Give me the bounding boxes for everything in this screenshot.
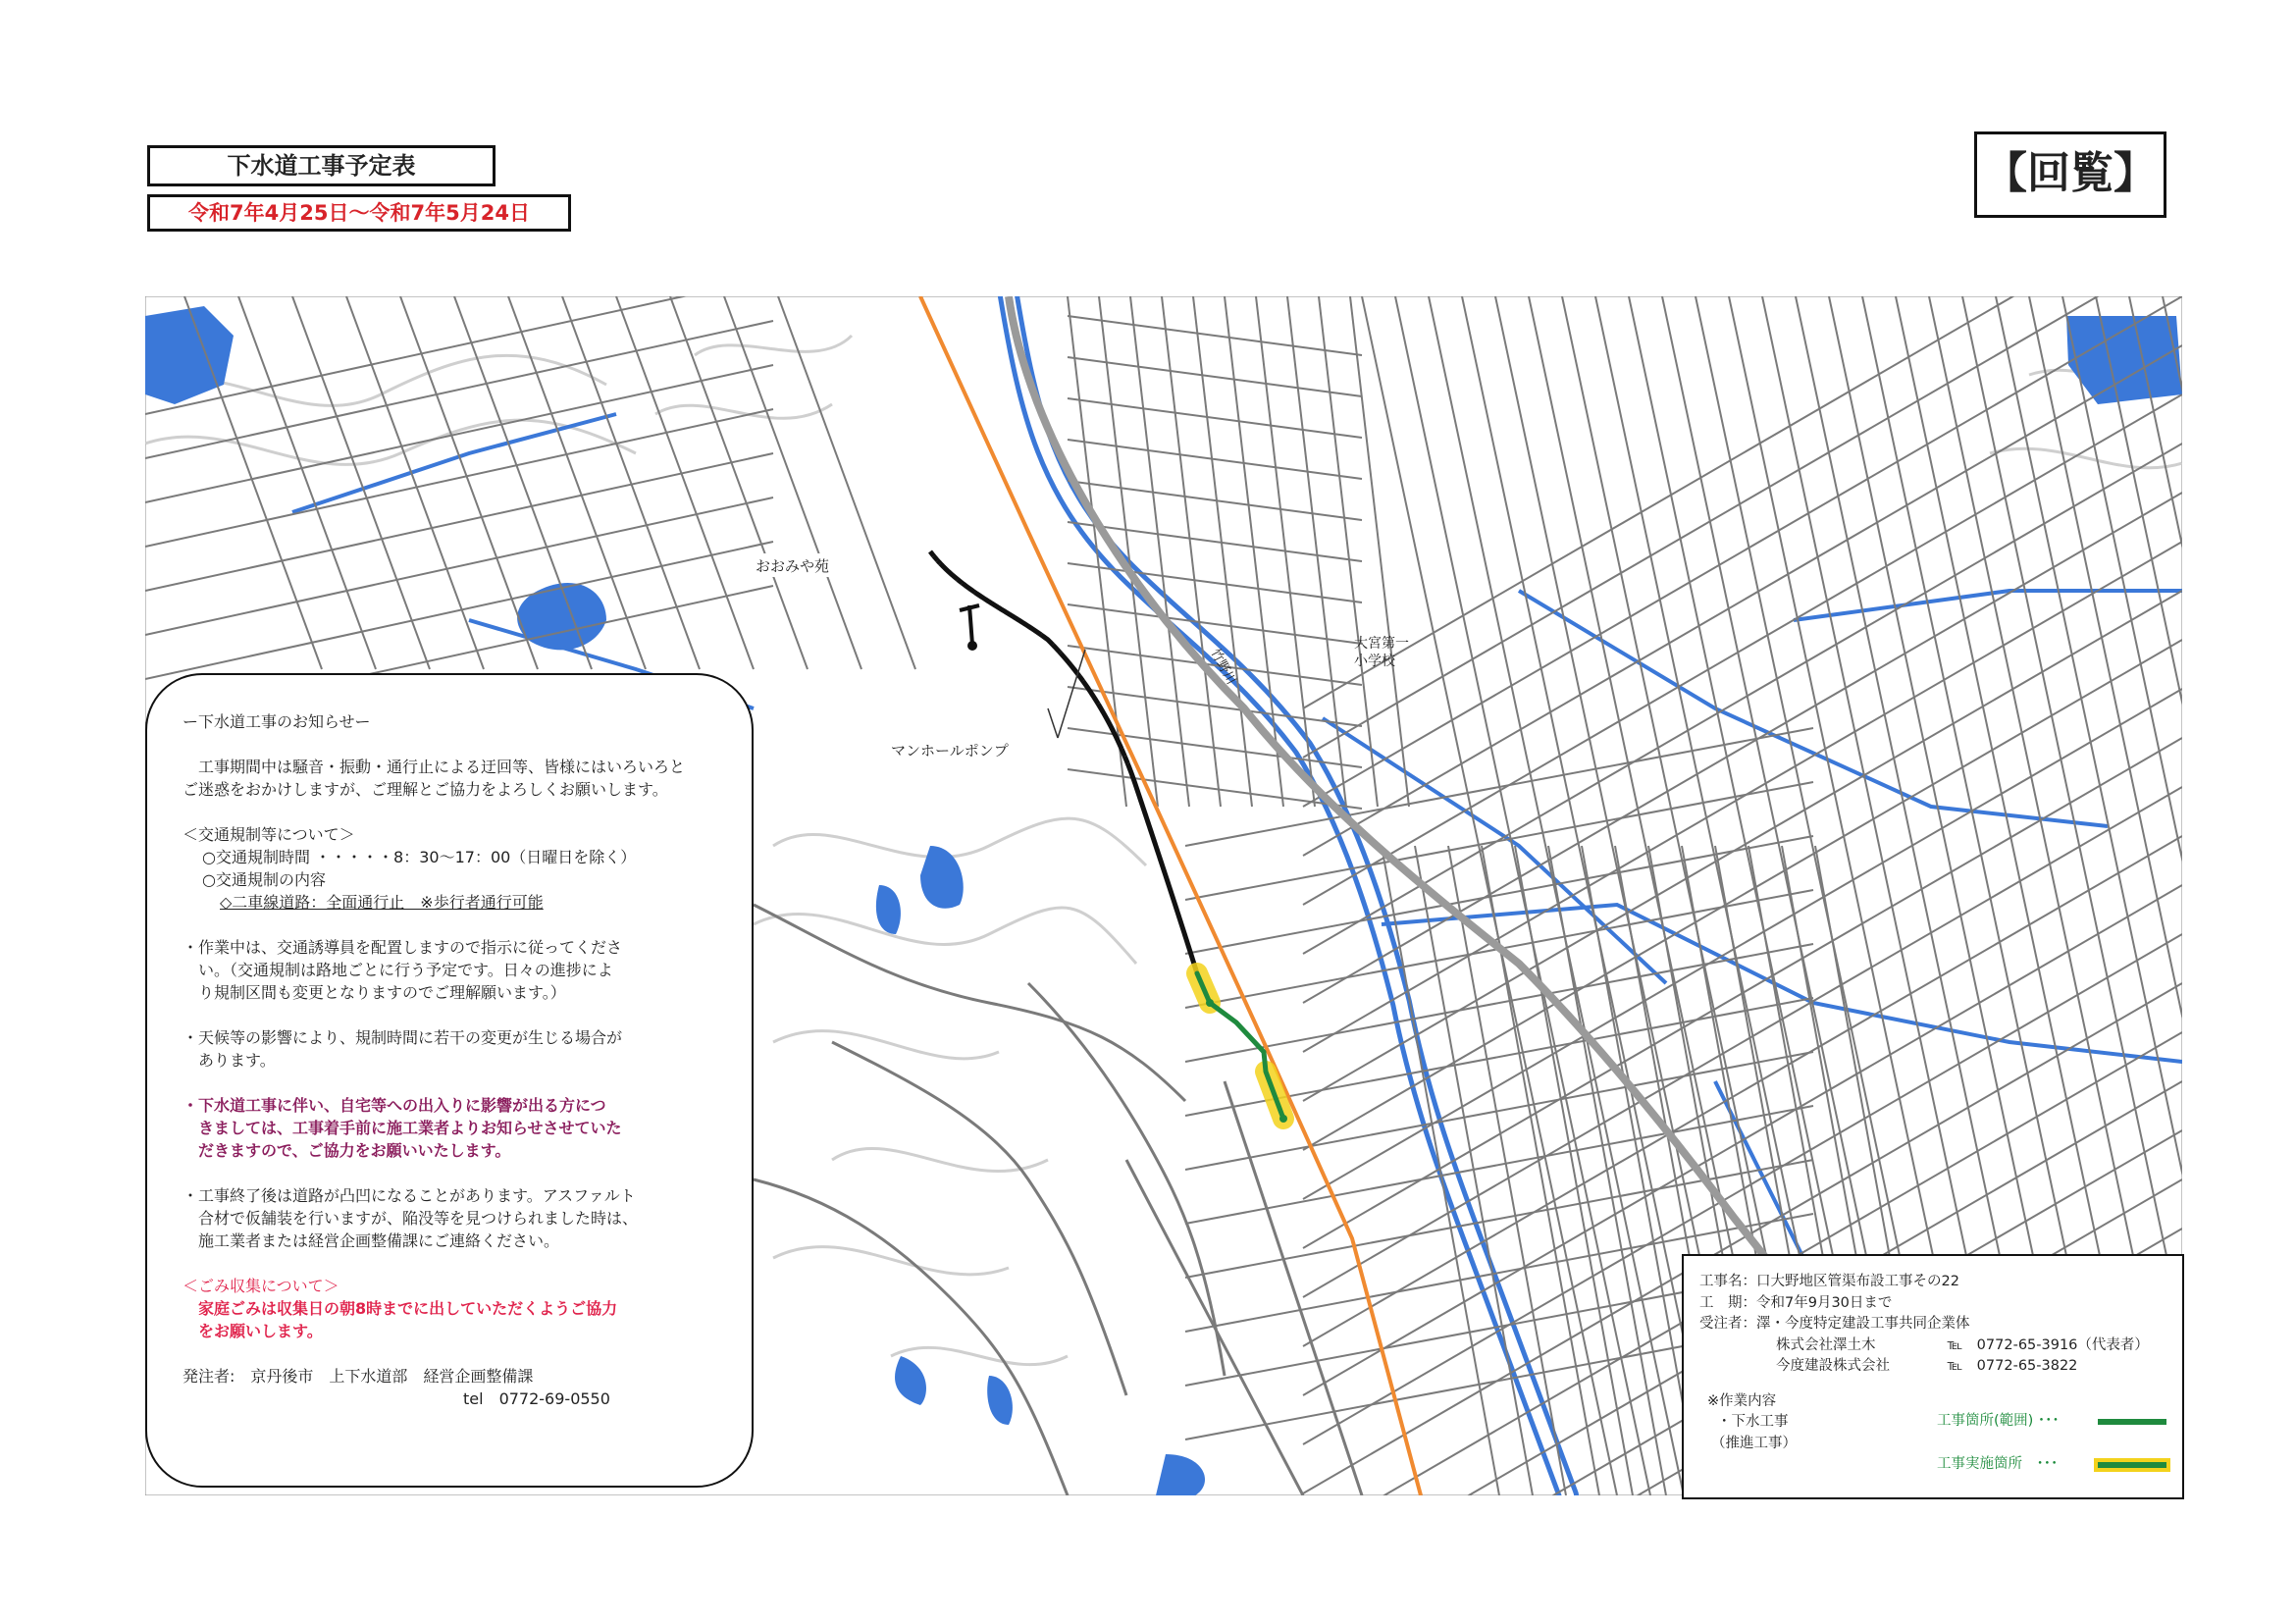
company-1: 株式会社澤土木: [1776, 1336, 1876, 1353]
notice-heading: ー下水道工事のお知らせー: [183, 712, 371, 731]
work-item-2: （推進工事）: [1711, 1435, 1797, 1451]
notice-access: ・下水道工事に伴い、自宅等への出入りに影響が出る方につ きましては、工事着手前に施工業者よりお知らせさせていた だきますので、ご協力をお願いいたします。: [183, 1096, 622, 1160]
contractor: 受注者：澤・今度特定建設工事共同企業体: [1699, 1316, 1970, 1332]
traffic-time: ○交通規制時間 ・・・・・8：30～17：00（日曜日を除く）: [202, 848, 637, 866]
schedule-period: 令和7年4月25日～令和7年5月24日: [147, 194, 571, 232]
legend-site-label: 工事実施箇所 ･･･: [1937, 1456, 2059, 1472]
garbage-heading: ＜ごみ収集について＞: [183, 1277, 339, 1295]
company-2-tel: ℡ 0772-65-3822: [1947, 1358, 2078, 1374]
label-pump: マンホールポンプ: [891, 742, 1009, 759]
label-omiyaen: おおみや苑: [756, 557, 830, 575]
traffic-detail: ◇二車線道路：全面通行止 ※歩行者通行可能: [220, 893, 544, 912]
label-river: 竹野川: [1207, 646, 1239, 688]
notice-panel: [145, 673, 754, 1488]
garbage-text: 家庭ごみは収集日の朝8時までに出していただくようご協力 をお願いします。: [198, 1299, 618, 1340]
orderer-tel: tel 0772-69-0550: [463, 1389, 610, 1408]
legend-range-line: [2098, 1419, 2166, 1425]
circulation-mark: 【回覧】: [1974, 131, 2166, 218]
construction-info-box: [1682, 1254, 2184, 1499]
legend-site-line: [2098, 1462, 2166, 1468]
traffic-heading: ＜交通規制等について＞: [183, 825, 355, 844]
project-name: 工事名：口大野地区管渠布設工事その22: [1699, 1274, 1959, 1289]
legend-range-label: 工事箇所(範囲) ･･･: [1937, 1413, 2060, 1429]
project-term: 工 期：令和7年9月30日まで: [1699, 1294, 1893, 1311]
traffic-content: ○交通規制の内容: [202, 870, 326, 889]
work-heading: ※作業内容: [1707, 1392, 1777, 1409]
company-2: 今度建設株式会社: [1776, 1358, 1890, 1374]
notice-intro: 工事期間中は騒音・振動・通行止による迂回等、皆様にはいろいろと ご迷惑をおかけしますが、ご理解とご協力をよろしくお願いします。: [183, 758, 686, 799]
orderer: 発注者: 京丹後市 上下水道部 経営企画整備課: [183, 1367, 534, 1386]
page-title: 下水道工事予定表: [147, 145, 496, 186]
label-school-1: 大宮第一小学校: [1354, 636, 1409, 669]
notice-guide: ・作業中は、交通誘導員を配置しますので指示に従ってくださ い。（交通規制は路地ごとに行う予定です。日々の進捗によ り規制区間も変更となりますのでご理解願います。）: [183, 938, 623, 1002]
company-1-tel: ℡ 0772-65-3916（代表者）: [1947, 1336, 2149, 1353]
notice-weather: ・天候等の影響により、規制時間に若干の変更が生じる場合が あります。: [183, 1028, 623, 1070]
work-item-1: ・下水工事: [1717, 1414, 1789, 1430]
notice-road-surface: ・工事終了後は道路が凸凹になることがあります。アスファルト 合材で仮舗装を行いますが、陥没等を見つけられました時は、 施工業者または経営企画整備課にご連絡ください。: [183, 1186, 639, 1250]
